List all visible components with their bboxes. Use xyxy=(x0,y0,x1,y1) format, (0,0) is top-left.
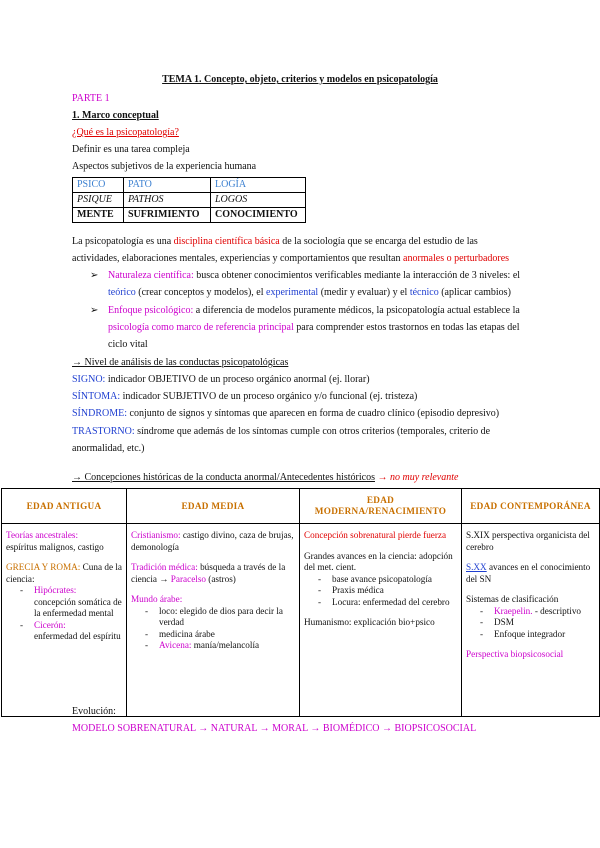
bullet-item: ➢ Enfoque psicológico: a diferencia de modelos puramente médicos, la psicopatología actual establece la xyxy=(90,305,520,316)
section-heading: 1. Marco conceptual xyxy=(72,110,159,121)
history-note: → no muy relevante xyxy=(377,472,459,483)
list-item: - Kraepelin. - descriptivo xyxy=(480,605,582,616)
history-cell-media: Cristianismo: castigo divino, caza de brujas, demonología Tradición médica: búsqueda a través de la ciencia → Paracelso (astros) Mundo árabe: - loco: elegido de dios para decir la verdad - medicina árabe - Avicena: manía/melancolía xyxy=(127,524,300,717)
level-item: SIGNO: indicador OBJETIVO de un proceso orgánico anormal (ej. llorar) xyxy=(72,374,370,385)
etym-greek-cell: LOGOS xyxy=(211,193,306,208)
history-cell-antigua: Teorías ancestrales: espíritus malignos, castigo GRECIA Y ROMA: Cuna de la ciencia: - Hipócrates: concepción somática de la enfermedad mental - Cicerón: enfermedad del espíritu xyxy=(2,524,127,717)
question-heading: ¿Qué es la psicopatología? xyxy=(72,127,179,138)
etymology-table xyxy=(72,177,306,223)
definition-paragraph-line1: La psicopatología es una disciplina científica básica de la sociología que se encarga del estudio de las xyxy=(72,236,478,247)
history-heading: → Concepciones históricas de la conducta anormal/Antecedentes históricos → no muy relevante xyxy=(72,472,459,483)
highlight-term: disciplina científica básica xyxy=(173,236,280,247)
list-item: - Praxis médica xyxy=(318,585,384,595)
define-line: Definir es una tarea compleja xyxy=(72,144,190,155)
history-column-header: EDAD ANTIGUA xyxy=(2,489,127,524)
etym-header-cell: LOGÍA xyxy=(211,178,306,193)
etym-header-cell: PSICO xyxy=(73,178,124,193)
list-item: - Avicena: manía/melancolía xyxy=(145,640,260,650)
etym-greek-cell: PATHOS xyxy=(124,193,211,208)
list-item: - Cicerón: enfermedad del espíritu xyxy=(20,619,121,641)
highlight-term: anormales o perturbadores xyxy=(403,253,510,264)
list-item: - DSM xyxy=(480,617,514,627)
bullet-item-cont: psicología como marco de referencia principal para comprender estos trastornos en todas las etapas del xyxy=(108,322,520,333)
part-label: PARTE 1 xyxy=(72,93,110,104)
history-cell-moderna: Concepción sobrenatural pierde fuerza Grandes avances en la ciencia: adopción del met. cient. - base avance psicopatología - Praxis médica - Locura: enfermedad del cerebro Humanismo: explicación bio+psico xyxy=(300,524,462,717)
evolution-line: MODELO SOBRENATURAL → NATURAL → MORAL → BIOMÉDICO → BIOPSICOSOCIAL xyxy=(72,723,477,734)
page-title: TEMA 1. Concepto, objeto, criterios y modelos en psicopatología xyxy=(162,74,438,85)
list-item: - base avance psicopatología xyxy=(318,573,432,584)
list-item: - medicina árabe xyxy=(145,628,215,639)
level-item-cont: anormalidad, etc.) xyxy=(72,443,145,454)
levels-heading: → Nivel de análisis de las conductas psicopatológicas xyxy=(72,357,289,368)
history-column-header: EDAD MEDIA xyxy=(127,489,300,524)
etym-meaning-cell: CONOCIMIENTO xyxy=(211,208,306,223)
list-item: - Hipócrates: concepción somática de la enfermedad mental xyxy=(20,585,122,618)
bullet-item-cont: ciclo vital xyxy=(108,339,148,350)
level-item: SÍNDROME: conjunto de signos y síntomas que aparecen en forma de cuadro clínico (episodio depresivo) xyxy=(72,408,500,419)
etym-greek-cell: PSIQUE xyxy=(73,193,124,208)
list-item: - loco: elegido de dios para decir la verdad xyxy=(145,605,283,627)
arrow-bullet-icon: ➢ xyxy=(90,270,99,281)
list-item: - Locura: enfermedad del cerebro xyxy=(318,596,450,607)
etym-meaning-cell: MENTE xyxy=(73,208,124,223)
etym-header-cell: PATO xyxy=(124,178,211,193)
history-column-header: EDAD CONTEMPORÁNEA xyxy=(462,489,600,524)
level-item: SÍNTOMA: indicador SUBJETIVO de un proceso orgánico y/o funcional (ej. tristeza) xyxy=(72,391,418,402)
bullet-item: ➢ Naturaleza científica: busca obtener conocimientos verificables mediante la interacción de 3 niveles: el xyxy=(90,270,521,281)
aspects-line: Aspectos subjetivos de la experiencia humana xyxy=(72,161,257,172)
definition-paragraph-line2: actividades, elaboraciones mentales, experiencias y comportamientos que resultan anormales o perturbadores xyxy=(72,253,510,264)
level-item: TRASTORNO: síndrome que además de los síntomas cumple con otros criterios (temporales, criterio de xyxy=(72,426,491,437)
history-table xyxy=(1,488,600,717)
evolution-label: Evolución: xyxy=(72,706,116,717)
etym-meaning-cell: SUFRIMIENTO xyxy=(124,208,211,223)
arrow-bullet-icon: ➢ xyxy=(90,305,99,316)
history-column-header: EDAD MODERNA/RENACIMIENTO xyxy=(300,489,462,524)
history-cell-contemporanea: S.XIX perspectiva organicista del cerebro S.XX avances en el conocimiento del SN Sistemas de clasificación - Kraepelin. - descriptivo - DSM - Enfoque integrador Perspectiva biopsicosocial xyxy=(462,524,600,717)
list-item: - Enfoque integrador xyxy=(480,628,566,639)
bullet-item-cont: teórico (crear conceptos y modelos), el experimental (medir y evaluar) y el técnico (aplicar cambios) xyxy=(108,287,511,298)
